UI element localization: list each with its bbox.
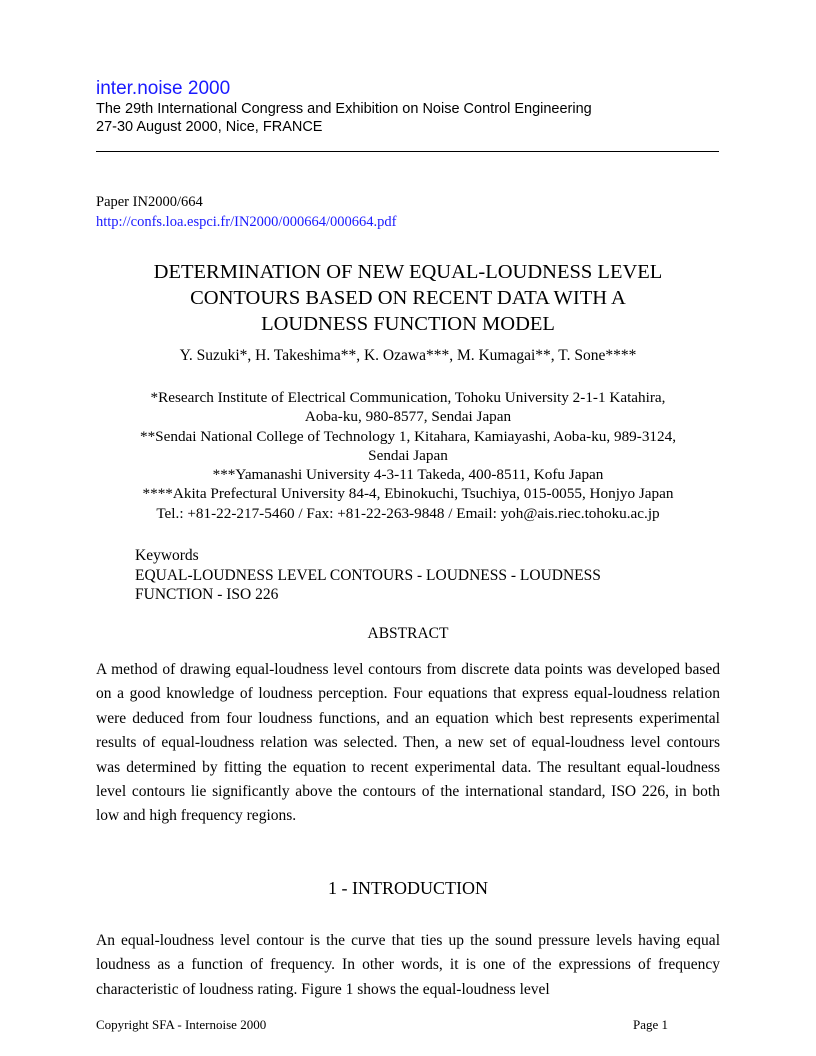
conference-name: inter.noise 2000 <box>96 78 231 99</box>
congress-name: The 29th International Congress and Exhibition on Noise Control Engineering <box>96 101 592 117</box>
contact-line: Tel.: +81-22-217-5460 / Fax: +81-22-263-9848 / Email: yoh@ais.riec.tohoku.ac.jp <box>156 504 660 522</box>
conference-dates: 27-30 August 2000, Nice, FRANCE <box>96 119 323 135</box>
author-list: Y. Suzuki*, H. Takeshima**, K. Ozawa***, M. Kumagai**, T. Sone**** <box>179 347 637 364</box>
page-footer <box>96 1017 668 1033</box>
affiliation-line: *Research Institute of Electrical Communication, Tohoku University 2-1-1 Katahira, <box>150 389 666 406</box>
affiliation-block <box>96 388 720 523</box>
paper-url-link[interactable]: http://confs.loa.espci.fr/IN2000/000664/000664.pdf <box>96 214 397 230</box>
title-line: DETERMINATION OF NEW EQUAL-LOUDNESS LEVEL <box>153 261 663 283</box>
keywords-line: EQUAL-LOUDNESS LEVEL CONTOURS - LOUDNESS - LOUDNESS <box>135 566 601 584</box>
paper-id: Paper IN2000/664 <box>96 194 203 210</box>
affiliation-line: ****Akita Prefectural University 84-4, Ebinokuchi, Tsuchiya, 015-0055, Honjyo Japan <box>142 485 674 503</box>
keywords-block <box>135 546 695 605</box>
page-number: Page 1 <box>632 1017 668 1032</box>
abstract-text: A method of drawing equal-loudness level contours from discrete data points was developed based on a good knowledge of loudness perception. Four equations that express equal-loudness relation were deduced from four loudness functions, and an equation which best represents experimental results of equal-loudness relation was selected. Then, a new set of equal-loudness level contours was determined by fitting the equation to recent experimental data. The resultant equal-loudness level contours lie significantly above the contours of the international standard, ISO 226, in both low and high frequency regions. <box>96 661 720 825</box>
affiliation-line: Aoba-ku, 980-8577, Sendai Japan <box>304 408 512 426</box>
paper-info <box>96 192 396 232</box>
affiliation-line: ***Yamanashi University 4-3-11 Takeda, 400-8511, Kofu Japan <box>212 466 604 484</box>
abstract-heading: ABSTRACT <box>367 625 449 642</box>
affiliation-line: **Sendai National College of Technology 1, Kitahara, Kamiayashi, Aoba-ku, 989-3124, <box>139 427 676 445</box>
keywords-line: FUNCTION - ISO 226 <box>135 586 279 603</box>
title-line: LOUDNESS FUNCTION MODEL <box>261 313 555 335</box>
keywords-label: Keywords <box>135 547 199 564</box>
paper-title <box>96 259 720 337</box>
affiliation-line: Sendai Japan <box>368 446 448 464</box>
conference-header <box>96 78 720 136</box>
footer-copyright: Copyright SFA - Internoise 2000 <box>96 1017 267 1032</box>
title-line: CONTOURS BASED ON RECENT DATA WITH A <box>190 287 626 309</box>
header-rule <box>96 151 719 152</box>
introduction-heading: 1 - INTRODUCTION <box>328 878 488 898</box>
introduction-text: An equal-loudness level contour is the curve that ties up the sound pressure levels having equal loudness as a function of frequency. In other words, it is one of the expressions of frequency characteristic of loudness rating. Figure 1 shows the equal-loudness level <box>96 932 720 998</box>
